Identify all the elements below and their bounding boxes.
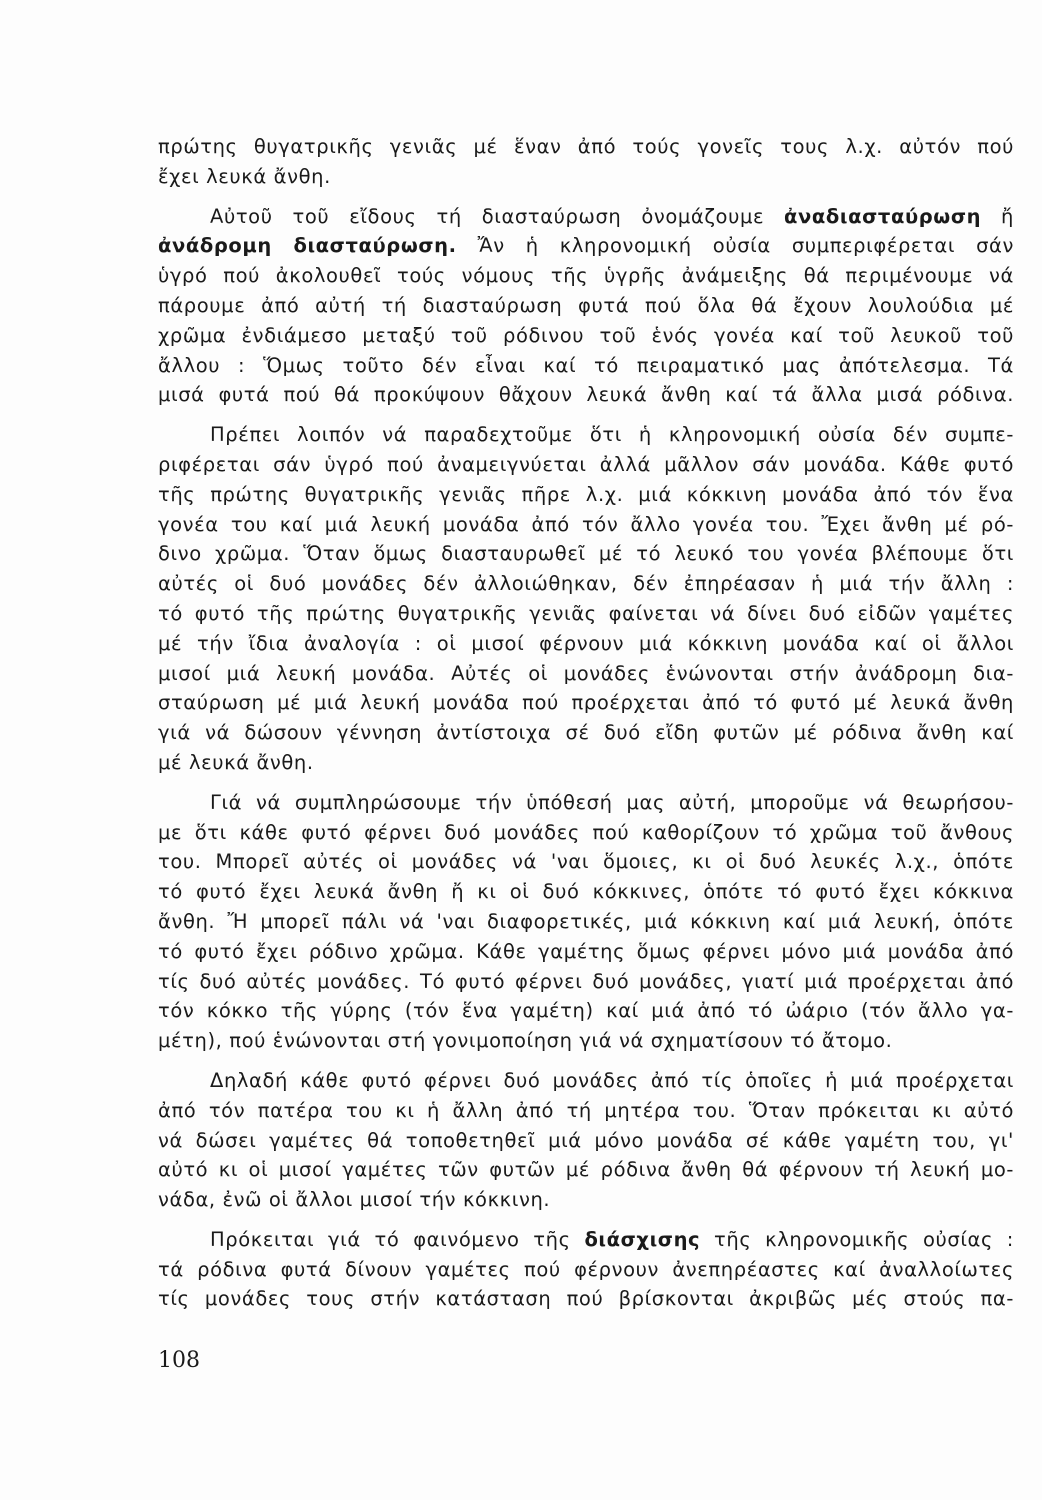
- text-line: ἀπό τόν πατέρα του κι ἡ ἄλλη ἀπό τή μητέρα του. Ὅταν πρόκειται κι αὐτό: [158, 1098, 1014, 1122]
- text-line: αὐτό κι οἱ μισοί γαμέτες τῶν φυτῶν μέ ρόδινα ἄνθη θά φέρνουν τή λευκή μο-: [158, 1158, 1014, 1182]
- text-line: τά ρόδινα φυτά δίνουν γαμέτες πού φέρνουν ἀνεπηρέαστες καί ἀναλλοίωτες: [158, 1257, 1014, 1281]
- text-line: [158, 202, 1014, 232]
- text-line: γιά νά δώσουν γέννηση ἀντίστοιχα σέ δυό εἴδη φυτῶν μέ ρόδινα ἄνθη καί: [158, 721, 1014, 745]
- bold-term: διάσχισης: [584, 1227, 701, 1251]
- paragraph-1: [158, 132, 1014, 192]
- text-line: μέτη), πού ἑνώνονται στή γονιμοποίηση γιά νά σχηματίσουν τό ἄτομο.: [158, 1029, 893, 1053]
- paragraph-4: [158, 788, 1014, 1056]
- text-line: νά δώσει γαμέτες θά τοποθετηθεῖ μιά μόνο μονάδα σέ κάθε γαμέτη του, γι': [158, 1128, 1014, 1152]
- text-line: τό φυτό ἔχει ρόδινο χρῶμα. Κάθε γαμέτης ὅμως φέρνει μόνο μιά μονάδα ἀπό: [158, 939, 1014, 963]
- text-line: σταύρωση μέ μιά λευκή μονάδα πού προέρχεται ἀπό τό φυτό μέ λευκά ἄνθη: [158, 691, 1014, 715]
- paragraph-5: [158, 1066, 1014, 1215]
- text-span: Αὐτοῦ τοῦ εἴδους τή διασταύρωση ὀνομάζουμε: [210, 204, 785, 228]
- text-line: μισοί μιά λευκή μονάδα. Αὐτές οἱ μονάδες ἑνώνονται στήν ἀνάδρομη δια-: [158, 661, 1014, 685]
- text-line: πρώτης θυγατρικῆς γενιᾶς μέ ἕναν ἀπό τούς γονεῖς τους λ.χ. αὐτόν πού: [158, 135, 1014, 158]
- text-line: με ὅτι κάθε φυτό φέρνει δυό μονάδες πού καθορίζουν τό χρῶμα τοῦ ἄνθους: [158, 820, 1014, 844]
- text-line: τῆς πρώτης θυγατρικῆς γενιᾶς πῆρε λ.χ. μιά κόκκινη μονάδα ἀπό τόν ἕνα: [158, 482, 1014, 506]
- text-span: ἤ: [981, 204, 1014, 228]
- text-span: Ἄν ἡ κληρονομική οὐσία συμπεριφέρεται σάν: [456, 234, 1014, 258]
- text-line: τίς δυό αὐτές μονάδες. Τό φυτό φέρνει δυό μονάδες, γιατί μιά προέρχεται ἀπό: [158, 969, 1014, 993]
- text-line: ἔχει λευκά ἄνθη.: [158, 164, 331, 188]
- text-line: Γιά νά συμπληρώσουμε τήν ὑπόθεσή μας αὐτή, μποροῦμε νά θεωρήσου-: [210, 790, 1014, 814]
- text-line: [158, 1225, 1014, 1255]
- body-text: [158, 132, 1014, 1324]
- text-line: γονέα του καί μιά λευκή μονάδα ἀπό τόν ἄλλο γονέα του. Ἔχει ἄνθη μέ ρό-: [158, 512, 1014, 536]
- text-line: τό φυτό ἔχει λευκά ἄνθη ἤ κι οἱ δυό κόκκινες, ὁπότε τό φυτό ἔχει κόκκινα: [158, 880, 1014, 904]
- text-span: Πρόκειται γιά τό φαινόμενο τῆς: [210, 1227, 585, 1251]
- text-line: πάρουμε ἀπό αὐτή τή διασταύρωση φυτά πού ὅλα θά ἔχουν λουλούδια μέ: [158, 293, 1014, 317]
- text-line: Δηλαδή κάθε φυτό φέρνει δυό μονάδες ἀπό τίς ὁποῖες ἡ μιά προέρχεται: [210, 1068, 1014, 1092]
- text-line: δινο χρῶμα. Ὅταν ὅμως διασταυρωθεῖ μέ τό λευκό του γονέα βλέπουμε ὅτι: [158, 542, 1014, 566]
- text-line: [158, 231, 1014, 261]
- text-line: ἄλλου : Ὅμως τοῦτο δέν εἶναι καί τό πειραματικό μας ἀπότελεσμα. Τά: [158, 353, 1014, 377]
- text-line: μέ λευκά ἄνθη.: [158, 750, 314, 774]
- text-line: αὐτές οἱ δυό μονάδες δέν ἀλλοιώθηκαν, δέν ἐπηρέασαν ἡ μιά τήν ἄλλη :: [158, 572, 1014, 596]
- text-span: τῆς κληρονομικῆς οὐσίας :: [700, 1227, 1014, 1251]
- text-line: τόν κόκκο τῆς γύρης (τόν ἕνα γαμέτη) καί μιά ἀπό τό ὠάριο (τόν ἄλλο γα-: [158, 999, 1014, 1023]
- page-number: 108: [158, 1348, 200, 1373]
- bold-term: ἀναδιασταύρωση: [784, 204, 982, 228]
- text-line: τίς μονάδες τους στήν κατάσταση πού βρίσκονται ἀκριβῶς μές στούς πα-: [158, 1287, 1014, 1311]
- text-line: μισά φυτά πού θά προκύψουν θἄχουν λευκά ἄνθη καί τά ἄλλα μισά ρόδινα.: [158, 383, 1014, 407]
- text-line: του. Μπορεῖ αὐτές οἱ μονάδες νά 'ναι ὅμοιες, κι οἱ δυό λευκές λ.χ., ὁπότε: [158, 850, 1014, 874]
- text-line: νάδα, ἐνῶ οἱ ἄλλοι μισοί τήν κόκκινη.: [158, 1188, 551, 1212]
- bold-term: ἀνάδρομη διασταύρωση.: [158, 234, 457, 258]
- text-line: μέ τήν ἴδια ἀναλογία : οἱ μισοί φέρνουν μιά κόκκινη μονάδα καί οἱ ἄλλοι: [158, 631, 1014, 655]
- text-line: χρῶμα ἐνδιάμεσο μεταξύ τοῦ ρόδινου τοῦ ἑνός γονέα καί τοῦ λευκοῦ τοῦ: [158, 323, 1014, 347]
- paragraph-3: [158, 420, 1014, 778]
- paragraph-2: [158, 202, 1014, 411]
- text-line: ἄνθη. Ἤ μπορεῖ πάλι νά 'ναι διαφορετικές, μιά κόκκινη καί μιά λευκή, ὁπότε: [158, 909, 1014, 933]
- text-line: ριφέρεται σάν ὑγρό πού ἀναμειγνύεται ἀλλά μᾶλλον σάν μονάδα. Κάθε φυτό: [158, 452, 1014, 476]
- paragraph-6: [158, 1225, 1014, 1314]
- text-line: ὑγρό πού ἀκολουθεῖ τούς νόμους τῆς ὑγρῆς ἀνάμειξης θά περιμένουμε νά: [158, 264, 1014, 288]
- text-line: Πρέπει λοιπόν νά παραδεχτοῦμε ὅτι ἡ κληρονομική οὐσία δέν συμπε-: [210, 423, 1014, 447]
- text-line: τό φυτό τῆς πρώτης θυγατρικῆς γενιᾶς φαίνεται νά δίνει δυό εἰδῶν γαμέτες: [158, 601, 1014, 625]
